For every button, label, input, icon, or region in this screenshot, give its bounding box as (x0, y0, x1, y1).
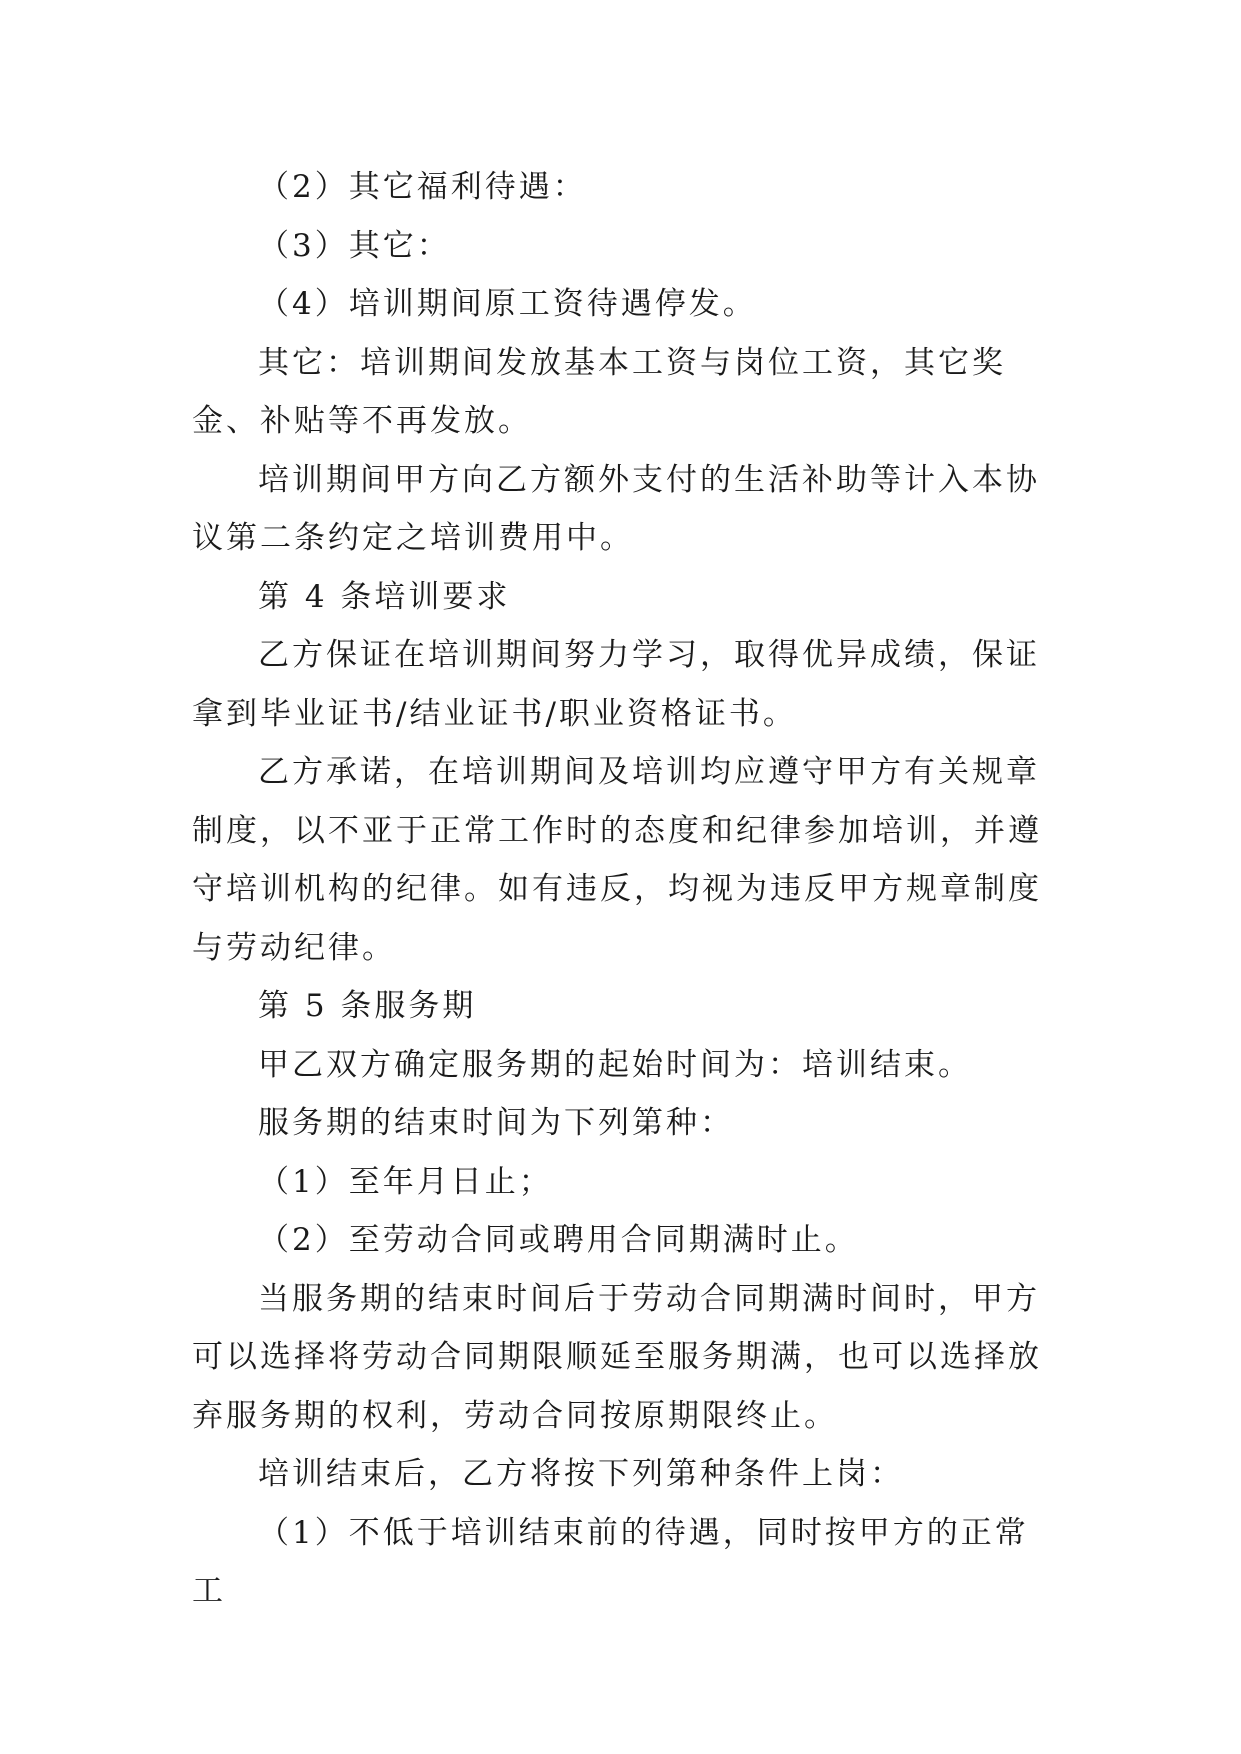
section-heading-article-4: 第 4 条培训要求 (258, 578, 511, 615)
paragraph-service-start: 甲乙双方确定服务期的起始时间为：培训结束。 (258, 1046, 972, 1083)
paragraph-end-option-2: （2）至劳动合同或聘用合同期满时止。 (258, 1222, 859, 1258)
paragraph-basic-salary: 其它：培训期间发放基本工资与岗位工资，其它奖金、补贴等不再发放。 (192, 344, 1006, 439)
paragraph-contract-extension: 当服务期的结束时间后于劳动合同期满时间时，甲方可以选择将劳动合同期限顺延至服务期满，也可以选择放弃服务期的权利，劳动合同按原期限终止。 (192, 1280, 1042, 1434)
paragraph-salary-suspended: （4）培训期间原工资待遇停发。 (258, 286, 757, 322)
paragraph-post-training-conditions: 培训结束后，乙方将按下列第种条件上岗： (258, 1456, 904, 1492)
paragraph-study-guarantee: 乙方保证在培训期间努力学习，取得优异成绩，保证拿到毕业证书/结业证书/职业资格证书。 (192, 637, 1040, 732)
paragraph-service-end: 服务期的结束时间为下列第种： (258, 1105, 734, 1141)
document-body (192, 158, 1062, 1621)
paragraph-discipline-commitment: 乙方承诺，在培训期间及培训均应遵守甲方有关规章制度，以不亚于正常工作时的态度和纪律参加培训，并遵守培训机构的纪律。如有违反，均视为违反甲方规章制度与劳动纪律。 (192, 754, 1042, 966)
paragraph-other-benefits: （2）其它福利待遇： (258, 169, 587, 205)
paragraph-condition-1: （1）不低于培训结束前的待遇，同时按甲方的正常工 (192, 1514, 1029, 1609)
paragraph-other: （3）其它： (258, 227, 451, 264)
paragraph-living-allowance: 培训期间甲方向乙方额外支付的生活补助等计入本协议第二条约定之培训费用中。 (192, 461, 1040, 556)
paragraph-end-option-1: （1）至年月日止； (258, 1163, 553, 1200)
section-heading-article-5: 第 5 条服务期 (258, 988, 477, 1024)
